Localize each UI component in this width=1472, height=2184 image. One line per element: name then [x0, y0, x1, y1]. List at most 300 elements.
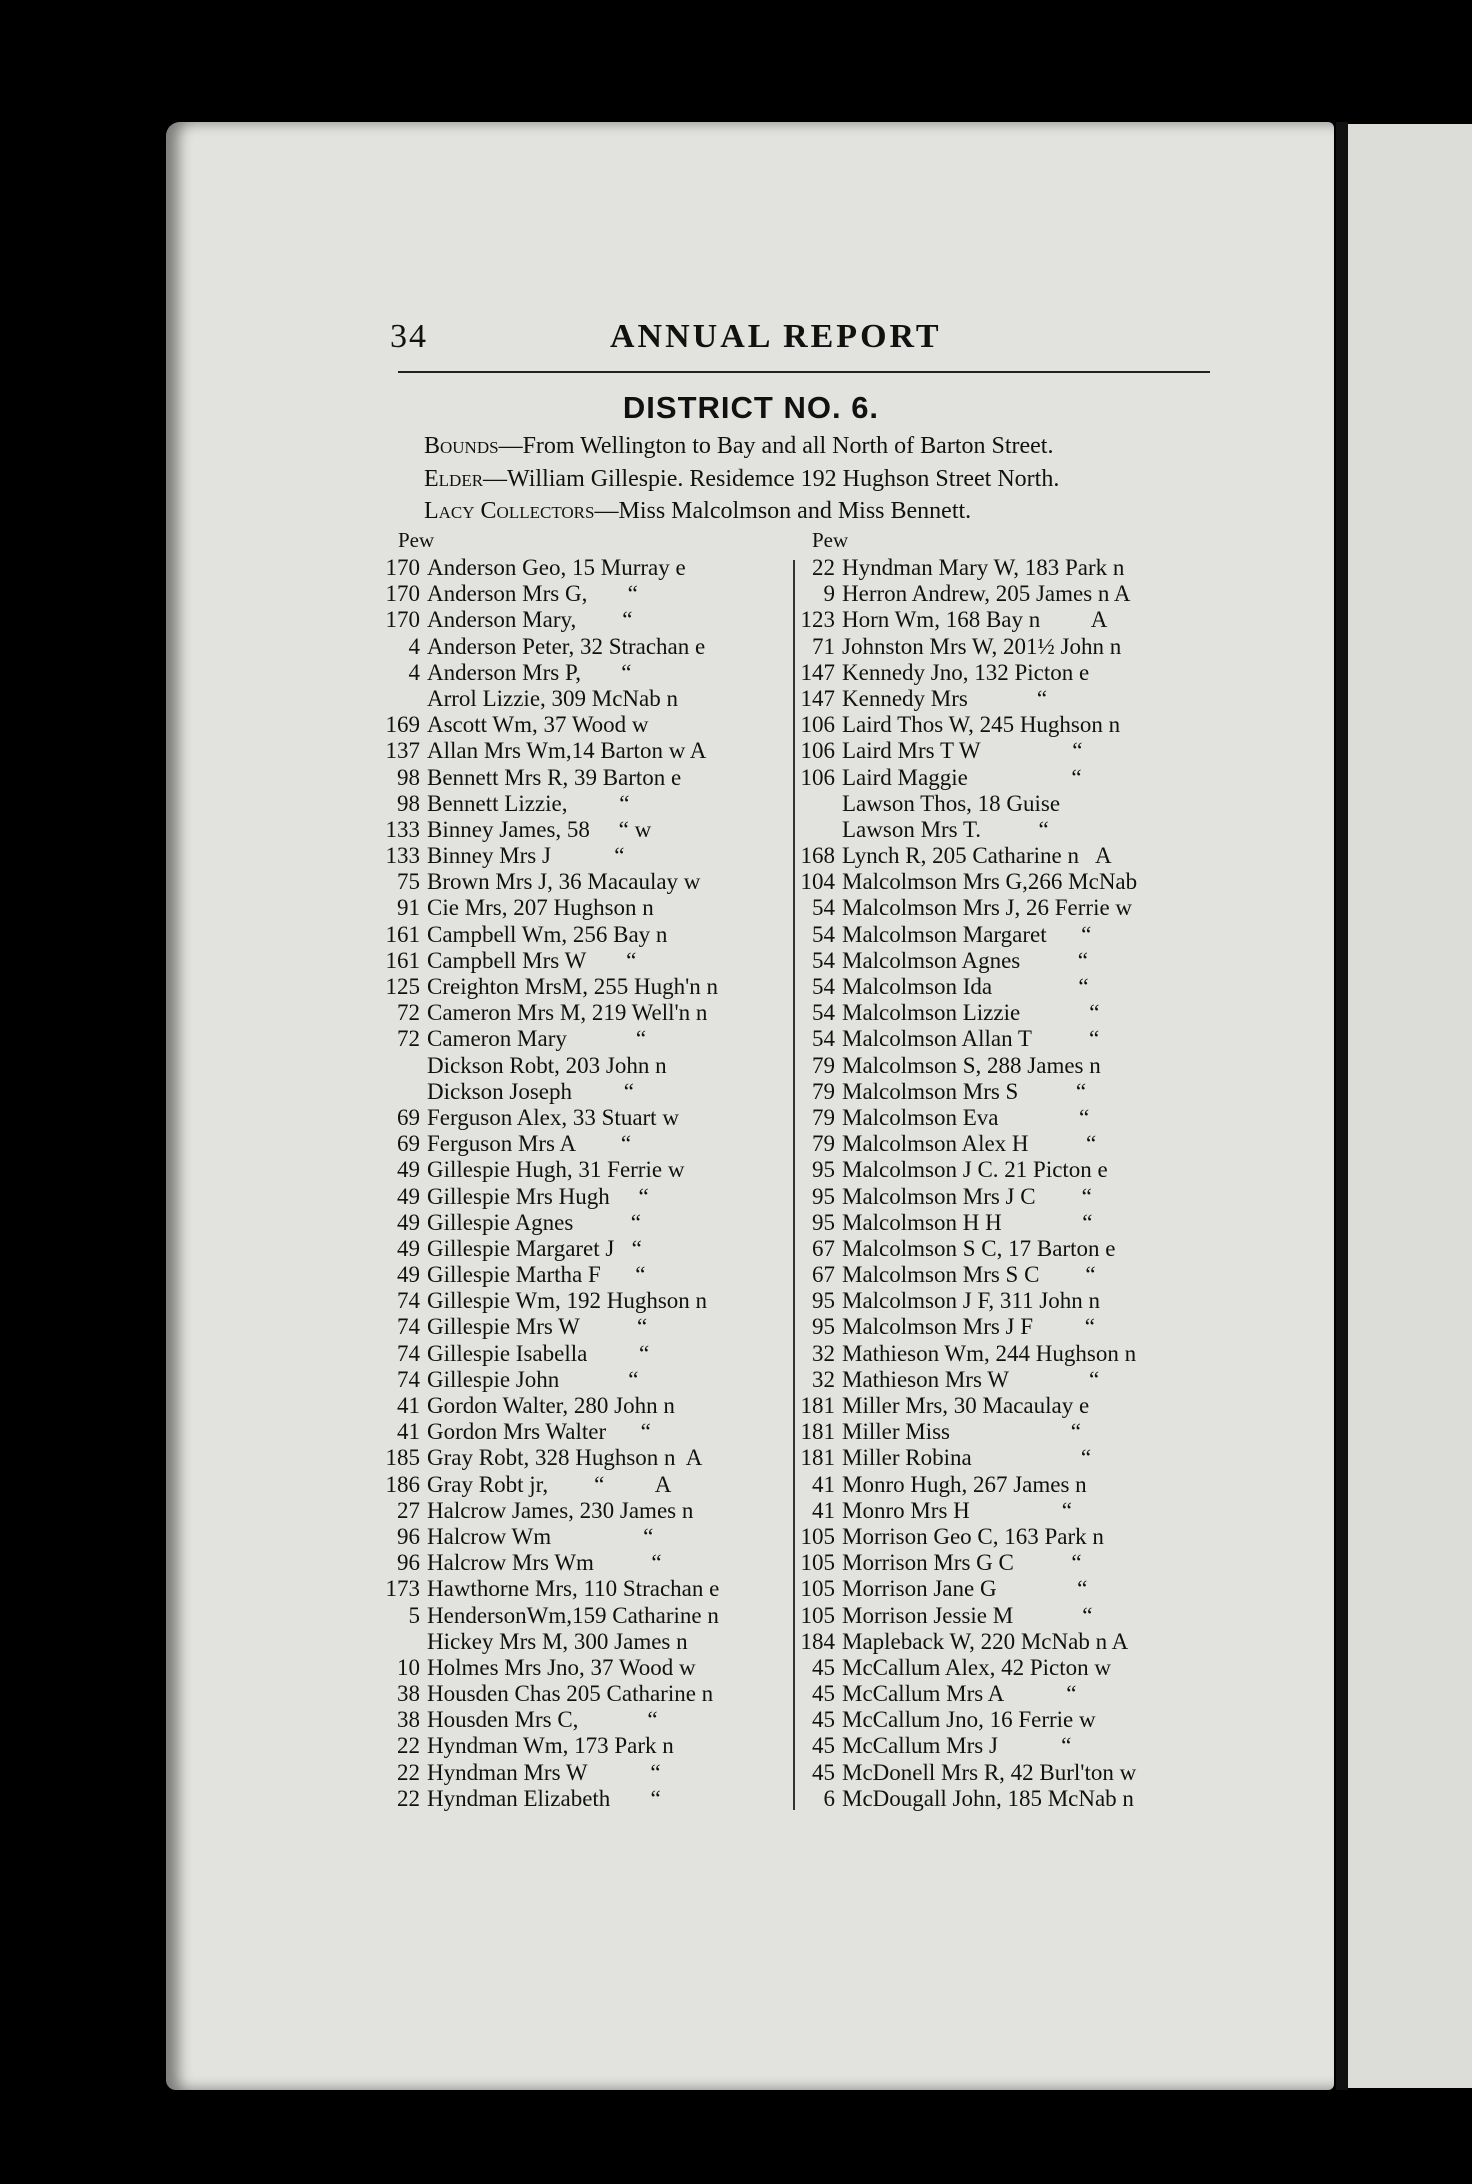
list-item [785, 791, 1137, 817]
member-entry: Lawson Thos, 18 Guise [842, 790, 1061, 816]
member-entry: McCallum Alex, 42 Picton w [842, 1654, 1111, 1680]
member-entry: Holmes Mrs Jno, 37 Wood w [427, 1654, 696, 1680]
list-item [370, 1576, 719, 1602]
member-entry: Malcolmson H H “ [842, 1209, 1093, 1235]
list-item [370, 1262, 719, 1288]
pew-number: 38 [397, 1707, 420, 1733]
member-entry: Malcolmson Mrs J F “ [842, 1314, 1095, 1340]
member-entry: Gillespie Agnes “ [427, 1209, 641, 1235]
pew-number: 106 [800, 738, 835, 764]
pew-number: 6 [823, 1785, 835, 1811]
list-item [785, 555, 1137, 581]
list-item [370, 634, 719, 660]
pew-number: 41 [397, 1419, 420, 1445]
pew-number: 161 [385, 947, 420, 973]
member-entry: McDonell Mrs R, 42 Burl'ton w [842, 1759, 1137, 1785]
list-item [785, 1288, 1137, 1314]
list-item [785, 1262, 1137, 1288]
list-item [785, 686, 1137, 712]
member-entry: Dickson Joseph “ [427, 1078, 634, 1104]
running-head [390, 318, 1210, 370]
pew-number: 168 [800, 843, 835, 869]
pew-number: 173 [385, 1576, 420, 1602]
list-item [370, 1105, 719, 1131]
pew-number: 75 [397, 869, 420, 895]
list-item [785, 1236, 1137, 1262]
member-entry: Miller Miss “ [842, 1419, 1081, 1445]
list-item [370, 791, 719, 817]
pew-number: 185 [385, 1445, 420, 1471]
list-item [370, 974, 719, 1000]
list-item [785, 1681, 1137, 1707]
pew-number: 79 [812, 1078, 835, 1104]
list-item [785, 1367, 1137, 1393]
list-item [785, 1445, 1137, 1471]
list-item [370, 712, 719, 738]
member-entry: Johnston Mrs W, 201½ John n [842, 633, 1122, 659]
member-entry: Campbell Wm, 256 Bay n [427, 921, 668, 947]
pew-number: 69 [397, 1104, 420, 1130]
member-entry: Hyndman Wm, 173 Park n [427, 1733, 674, 1759]
member-entry: HendersonWm,159 Catharine n [427, 1602, 719, 1628]
member-entry: Monro Hugh, 267 James n [842, 1471, 1087, 1497]
member-entry: Gillespie John “ [427, 1366, 639, 1392]
member-entry: Lawson Mrs T. “ [842, 816, 1049, 842]
list-item [785, 1629, 1137, 1655]
list-item [785, 869, 1137, 895]
pew-number: 181 [800, 1393, 835, 1418]
list-item [785, 1472, 1137, 1498]
member-entry: Gillespie Martha F “ [427, 1262, 646, 1288]
member-entry: Hyndman Elizabeth “ [427, 1785, 661, 1811]
member-entry: Bennett Lizzie, “ [427, 790, 630, 816]
member-entry: Malcolmson J C. 21 Picton e [842, 1157, 1108, 1183]
list-item [370, 1733, 719, 1759]
list-item [785, 1498, 1137, 1524]
pew-number: 74 [397, 1366, 420, 1392]
member-entry: Arrol Lizzie, 309 McNab n [427, 685, 679, 711]
member-entry: Malcolmson Mrs J C “ [842, 1183, 1092, 1209]
member-entry: Gray Robt jr, “ A [427, 1471, 672, 1497]
member-entry: McCallum Jno, 16 Ferrie w [842, 1707, 1096, 1733]
member-entry: Gillespie Margaret J “ [427, 1235, 642, 1261]
member-entry: Gordon Walter, 280 John n [427, 1393, 675, 1418]
pew-number: 79 [812, 1131, 835, 1157]
list-item [370, 948, 719, 974]
list-item [370, 1629, 719, 1655]
pew-number: 45 [812, 1707, 835, 1733]
member-entry: Halcrow Wm “ [427, 1523, 654, 1549]
list-item [370, 581, 719, 607]
pew-number: 95 [812, 1288, 835, 1314]
list-item [785, 922, 1137, 948]
pew-number: 106 [800, 764, 835, 790]
member-entry: Lynch R, 205 Catharine n A [842, 843, 1112, 869]
list-item [370, 1419, 719, 1445]
list-item [785, 1576, 1137, 1602]
member-entry: Malcolmson Ida “ [842, 974, 1089, 999]
member-entry: Cameron Mary “ [427, 1026, 647, 1052]
pew-number: 54 [812, 895, 835, 921]
pew-number: 95 [812, 1314, 835, 1340]
pew-number: 98 [397, 764, 420, 790]
pew-number: 4 [408, 633, 420, 659]
pew-number: 95 [812, 1157, 835, 1183]
member-entry: Malcolmson S, 288 James n [842, 1052, 1101, 1078]
member-entry: Mapleback W, 220 McNab n A [842, 1628, 1129, 1654]
member-entry: Hyndman Mrs W “ [427, 1759, 661, 1785]
pew-number: 49 [397, 1262, 420, 1288]
pew-number: 38 [397, 1681, 420, 1707]
member-entry: Miller Mrs, 30 Macaulay e [842, 1393, 1090, 1418]
pew-number: 22 [397, 1759, 420, 1785]
list-item [370, 843, 719, 869]
member-entry: Horn Wm, 168 Bay n A [842, 607, 1108, 633]
member-entry: Malcolmson Alex H “ [842, 1131, 1097, 1157]
pew-number: 9 [823, 581, 835, 607]
list-item [785, 1760, 1137, 1786]
list-item [370, 765, 719, 791]
pew-number: 22 [397, 1733, 420, 1759]
member-entry: Mathieson Mrs W “ [842, 1366, 1100, 1392]
list-item [370, 1079, 719, 1105]
pew-number: 49 [397, 1183, 420, 1209]
pew-number: 184 [800, 1628, 835, 1654]
member-entry: Malcolmson Mrs J, 26 Ferrie w [842, 895, 1133, 921]
member-entry: Cie Mrs, 207 Hughson n [427, 895, 654, 921]
pew-number: 69 [397, 1131, 420, 1157]
member-entry: Malcolmson Lizzie “ [842, 1000, 1100, 1026]
pew-number: 105 [800, 1523, 835, 1549]
member-entry: Laird Mrs T W “ [842, 738, 1083, 764]
pew-number: 170 [385, 607, 420, 633]
list-item [785, 1550, 1137, 1576]
member-entry: Hickey Mrs M, 300 James n [427, 1628, 688, 1654]
pew-number: 186 [385, 1471, 420, 1497]
member-entry: Morrison Jane G “ [842, 1576, 1088, 1602]
pew-number: 45 [812, 1654, 835, 1680]
pew-number: 105 [800, 1550, 835, 1576]
pew-number: 45 [812, 1681, 835, 1707]
member-entry: Gillespie Mrs W “ [427, 1314, 648, 1340]
list-item [370, 1367, 719, 1393]
member-entry: Laird Thos W, 245 Hughson n [842, 712, 1121, 738]
member-entry: Malcolmson Margaret “ [842, 921, 1092, 947]
list-item [370, 1445, 719, 1471]
pew-number: 45 [812, 1759, 835, 1785]
list-item [370, 738, 719, 764]
pew-number: 54 [812, 947, 835, 973]
pew-number: 161 [385, 921, 420, 947]
pew-number: 71 [812, 633, 835, 659]
list-item [370, 1131, 719, 1157]
member-entry: Housden Chas 205 Catharine n [427, 1681, 714, 1707]
left-member-list [370, 555, 719, 1812]
member-entry: Malcolmson Allan T “ [842, 1026, 1100, 1052]
pew-number: 72 [397, 1026, 420, 1052]
member-entry: Malcolmson Mrs G,266 McNab [842, 869, 1138, 895]
list-item [370, 1524, 719, 1550]
list-item [370, 817, 719, 843]
member-entry: Ascott Wm, 37 Wood w [427, 712, 649, 738]
member-entry: Gillespie Wm, 192 Hughson n [427, 1288, 708, 1314]
pew-number: 67 [812, 1262, 835, 1288]
right-pew-header: Pew [812, 528, 849, 552]
list-item [785, 1603, 1137, 1629]
member-entry: Anderson Mrs G, “ [427, 581, 638, 607]
member-entry: Monro Mrs H “ [842, 1497, 1072, 1523]
member-entry: Malcolmson Mrs S “ [842, 1078, 1087, 1104]
member-entry: Bennett Mrs R, 39 Barton e [427, 764, 682, 790]
member-entry: Malcolmson Eva “ [842, 1104, 1090, 1130]
collectors-text: —Miss Malcolmson and Miss Bennett. [594, 498, 972, 524]
pew-number: 79 [812, 1052, 835, 1078]
list-item [370, 895, 719, 921]
pew-number: 123 [800, 607, 835, 633]
list-item [785, 1733, 1137, 1759]
list-item [785, 1131, 1137, 1157]
member-entry: Halcrow Mrs Wm “ [427, 1550, 662, 1576]
right-member-list [785, 555, 1137, 1812]
pew-number: 137 [385, 738, 420, 764]
pew-number: 4 [408, 659, 420, 685]
member-entry: Gordon Mrs Walter “ [427, 1419, 651, 1445]
member-entry: McDougall John, 185 McNab n [842, 1785, 1134, 1811]
list-item [370, 1786, 719, 1812]
member-entry: Morrison Geo C, 163 Park n [842, 1523, 1104, 1549]
member-entry: Gray Robt, 328 Hughson n A [427, 1445, 703, 1471]
list-item [370, 1341, 719, 1367]
member-entry: Dickson Robt, 203 John n [427, 1052, 667, 1078]
list-item [370, 1236, 719, 1262]
member-entry: Brown Mrs J, 36 Macaulay w [427, 869, 701, 895]
list-item [785, 1655, 1137, 1681]
member-entry: Hawthorne Mrs, 110 Strachan e [427, 1576, 720, 1602]
member-entry: Herron Andrew, 205 James n A [842, 581, 1131, 607]
list-item [785, 1157, 1137, 1183]
list-item [785, 1079, 1137, 1105]
bounds-label: Bounds [424, 433, 499, 459]
list-item [370, 1472, 719, 1498]
list-item [785, 1210, 1137, 1236]
elder-line [424, 466, 1059, 493]
member-entry: Halcrow James, 230 James n [427, 1497, 694, 1523]
pew-number: 72 [397, 1000, 420, 1026]
list-item [370, 1498, 719, 1524]
district-title: DISTRICT NO. 6. [622, 390, 880, 425]
member-entry: Malcolmson J F, 311 John n [842, 1288, 1100, 1314]
list-item [370, 660, 719, 686]
header-rule [398, 371, 1210, 373]
pew-number: 67 [812, 1235, 835, 1261]
list-item [370, 1000, 719, 1026]
member-entry: Kennedy Mrs “ [842, 685, 1048, 711]
list-item [370, 1184, 719, 1210]
list-item [370, 869, 719, 895]
pew-number: 125 [385, 974, 420, 999]
list-item [785, 1341, 1137, 1367]
member-entry: Miller Robina “ [842, 1445, 1092, 1471]
collectors-line [424, 498, 971, 525]
member-entry: Housden Mrs C, “ [427, 1707, 658, 1733]
bounds-line [424, 433, 1053, 460]
pew-number: 45 [812, 1733, 835, 1759]
member-entry: Ferguson Alex, 33 Stuart w [427, 1104, 679, 1130]
pew-number: 170 [385, 555, 420, 580]
list-item [785, 817, 1137, 843]
pew-number: 74 [397, 1314, 420, 1340]
list-item [370, 1314, 719, 1340]
list-item [370, 922, 719, 948]
pew-number: 169 [385, 712, 420, 738]
list-item [785, 843, 1137, 869]
list-item [785, 765, 1137, 791]
member-entry: Morrison Mrs G C “ [842, 1550, 1082, 1576]
report-title: ANNUAL REPORT [610, 318, 942, 355]
list-item [370, 1288, 719, 1314]
pew-number: 95 [812, 1209, 835, 1235]
pew-number: 98 [397, 790, 420, 816]
member-entry: McCallum Mrs A “ [842, 1681, 1077, 1707]
list-item [370, 1655, 719, 1681]
list-item [370, 1053, 719, 1079]
list-item [370, 555, 719, 581]
list-item [785, 974, 1137, 1000]
pew-number: 32 [812, 1340, 835, 1366]
pew-number: 181 [800, 1445, 835, 1471]
member-entry: Gillespie Mrs Hugh “ [427, 1183, 649, 1209]
pew-number: 105 [800, 1576, 835, 1602]
pew-number: 32 [812, 1366, 835, 1392]
pew-number: 49 [397, 1235, 420, 1261]
pew-number: 96 [397, 1523, 420, 1549]
pew-number: 91 [397, 895, 420, 921]
member-entry: Campbell Mrs W “ [427, 947, 637, 973]
member-entry: Malcolmson S C, 17 Barton e [842, 1235, 1116, 1261]
pew-number: 181 [800, 1419, 835, 1445]
list-item [370, 1681, 719, 1707]
pew-number: 54 [812, 1026, 835, 1052]
pew-number: 41 [397, 1393, 420, 1418]
list-item [370, 686, 719, 712]
list-item [785, 1000, 1137, 1026]
pew-number: 54 [812, 1000, 835, 1026]
pew-number: 22 [812, 555, 835, 580]
pew-number: 27 [397, 1497, 420, 1523]
pew-number: 10 [397, 1654, 420, 1680]
pew-number: 5 [408, 1602, 420, 1628]
list-item [370, 1707, 719, 1733]
member-entry: McCallum Mrs J “ [842, 1733, 1072, 1759]
member-entry: Malcolmson Agnes “ [842, 947, 1088, 973]
list-item [785, 1314, 1137, 1340]
pew-number: 54 [812, 974, 835, 999]
list-item [785, 1419, 1137, 1445]
list-item [785, 895, 1137, 921]
member-entry: Gillespie Isabella “ [427, 1340, 650, 1366]
pew-number: 41 [812, 1471, 835, 1497]
list-item [785, 660, 1137, 686]
pew-number: 96 [397, 1550, 420, 1576]
member-entry: Malcolmson Mrs S C “ [842, 1262, 1096, 1288]
bounds-text: —From Wellington to Bay and all North of Barton Street. [498, 433, 1054, 459]
list-item [785, 1393, 1137, 1419]
list-item [785, 607, 1137, 633]
list-item [370, 1026, 719, 1052]
member-entry: Mathieson Wm, 244 Hughson n [842, 1340, 1137, 1366]
pew-number: 147 [800, 659, 835, 685]
member-entry: Creighton MrsM, 255 Hugh'n n [427, 974, 719, 999]
member-entry: Ferguson Mrs A “ [427, 1131, 632, 1157]
list-item [785, 1053, 1137, 1079]
member-entry: Binney Mrs J “ [427, 843, 625, 869]
pew-number: 133 [385, 843, 420, 869]
pew-number: 170 [385, 581, 420, 607]
pew-number: 147 [800, 685, 835, 711]
list-item [370, 1210, 719, 1236]
member-entry: Allan Mrs Wm,14 Barton w A [427, 738, 707, 764]
list-item [785, 1786, 1137, 1812]
pew-number: 95 [812, 1183, 835, 1209]
member-entry: Morrison Jessie M “ [842, 1602, 1093, 1628]
member-entry: Cameron Mrs M, 219 Well'n n [427, 1000, 708, 1026]
member-entry: Anderson Peter, 32 Strachan e [427, 633, 706, 659]
member-entry: Anderson Mary, “ [427, 607, 633, 633]
list-item [785, 712, 1137, 738]
pew-number: 74 [397, 1288, 420, 1314]
collectors-label: Lacy Collectors [424, 498, 595, 524]
page-number: 34 [390, 318, 428, 355]
list-item [370, 607, 719, 633]
list-item [785, 948, 1137, 974]
list-item [370, 1550, 719, 1576]
list-item [785, 634, 1137, 660]
member-entry: Hyndman Mary W, 183 Park n [842, 555, 1125, 580]
pew-number: 74 [397, 1340, 420, 1366]
list-item [785, 1026, 1137, 1052]
list-item [370, 1157, 719, 1183]
pew-number: 41 [812, 1497, 835, 1523]
list-item [785, 1105, 1137, 1131]
member-entry: Binney James, 58 “ w [427, 816, 652, 842]
pew-number: 104 [800, 869, 835, 895]
left-pew-header: Pew [398, 528, 435, 552]
elder-text: —William Gillespie. Residemce 192 Hughson Street North. [483, 466, 1060, 492]
list-item [785, 1707, 1137, 1733]
member-entry: Anderson Geo, 15 Murray e [427, 555, 686, 580]
pew-number: 106 [800, 712, 835, 738]
pew-number: 22 [397, 1785, 420, 1811]
list-item [785, 1524, 1137, 1550]
list-item [785, 1184, 1137, 1210]
pew-number: 49 [397, 1209, 420, 1235]
list-item [370, 1760, 719, 1786]
member-entry: Gillespie Hugh, 31 Ferrie w [427, 1157, 685, 1183]
pew-number: 105 [800, 1602, 835, 1628]
elder-label: Elder [424, 466, 484, 492]
member-entry: Kennedy Jno, 132 Picton e [842, 659, 1090, 685]
pew-number: 133 [385, 816, 420, 842]
list-item [785, 581, 1137, 607]
list-item [370, 1393, 719, 1419]
list-item [370, 1603, 719, 1629]
list-item [785, 738, 1137, 764]
member-entry: Anderson Mrs P, “ [427, 659, 632, 685]
pew-number: 49 [397, 1157, 420, 1183]
pew-number: 79 [812, 1104, 835, 1130]
pew-number: 54 [812, 921, 835, 947]
member-entry: Laird Maggie “ [842, 764, 1082, 790]
